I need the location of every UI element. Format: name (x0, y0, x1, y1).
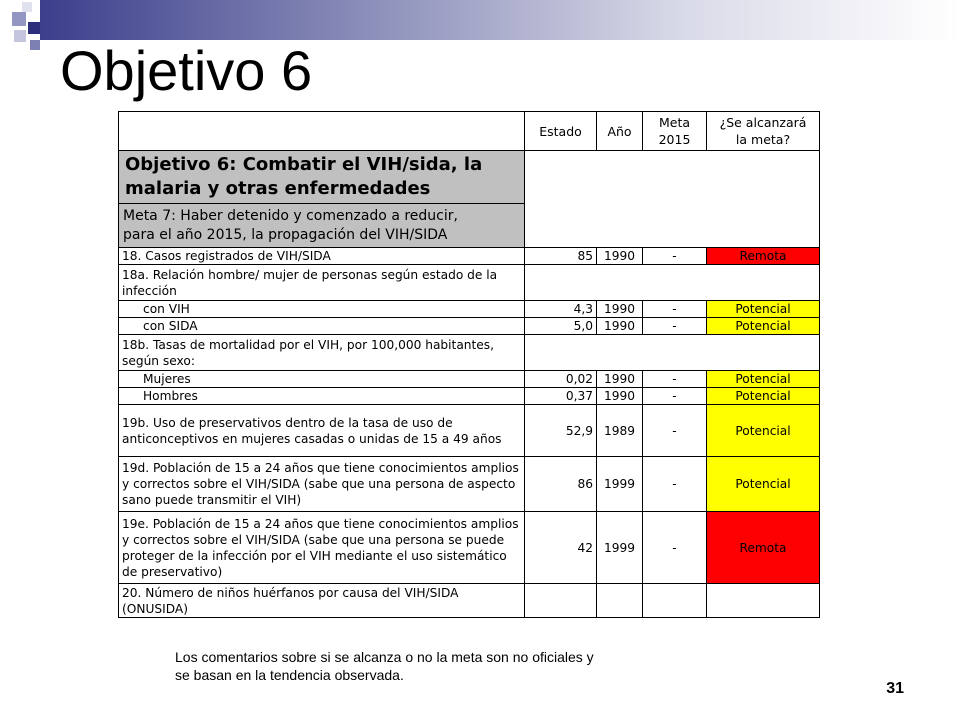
decorative-square (14, 30, 26, 42)
indicator-label: 19b. Uso de preservativos dentro de la tasa de uso de anticonceptivos en mujeres casadas o unidas de 15 a 49 años (119, 405, 525, 457)
estado-value: 86 (525, 457, 597, 512)
estado-value: 0,37 (525, 388, 597, 405)
footnote: Los comentarios sobre si se alcanza o no la meta son no oficiales y se basan en la tendencia observada. (175, 649, 594, 683)
indicator-label: 19e. Población de 15 a 24 años que tiene conocimientos amplios y correctos sobre el VIH/SIDA (sabe que una persona se puede proteger de la infección por el VIH mediante el uso sistemático de preservativo) (119, 512, 525, 584)
indicator-label: Mujeres (119, 371, 525, 388)
objective-line2: malaria y otras enfermedades (125, 178, 431, 199)
meta-line1: Meta 7: Haber detenido y comenzado a reducir, (123, 207, 458, 224)
header-empty-cell (119, 112, 525, 151)
indicator-label: 20. Número de niños huérfanos por causa del VIH/SIDA (ONUSIDA) (119, 584, 525, 618)
estado-value: 4,3 (525, 301, 597, 318)
status-badge: Potencial (707, 318, 820, 335)
header-alcanzara-line1: ¿Se alcanzará (719, 115, 807, 130)
anio-value: 1990 (597, 301, 643, 318)
table-row (119, 335, 820, 371)
header-alcanzara (707, 112, 820, 151)
objective-line1: Objetivo 6: Combatir el VIH/sida, la (125, 154, 483, 175)
meta-line2: para el año 2015, la propagación del VIH/SIDA (123, 226, 448, 243)
indicators-table (118, 111, 820, 618)
anio-value: 1990 (597, 388, 643, 405)
estado-value: 5,0 (525, 318, 597, 335)
anio-value: 1990 (597, 248, 643, 265)
header-estado: Estado (525, 112, 597, 151)
table-row (119, 405, 820, 457)
meta-value: - (643, 512, 707, 584)
meta-value: - (643, 318, 707, 335)
meta-heading (119, 204, 525, 248)
anio-value: 1999 (597, 457, 643, 512)
indicator-label: Hombres (119, 388, 525, 405)
table-row (119, 512, 820, 584)
header-meta-line2: 2015 (658, 132, 691, 147)
status-badge: Remota (707, 248, 820, 265)
header-meta-2015 (643, 112, 707, 151)
objective-empty-cell (525, 151, 820, 248)
decorative-square (28, 22, 40, 34)
empty-cell (643, 584, 707, 618)
estado-value: 52,9 (525, 405, 597, 457)
indicator-label: con VIH (119, 301, 525, 318)
decorative-square (30, 40, 40, 50)
meta-value: - (643, 301, 707, 318)
table-row (119, 248, 820, 265)
slide-title: Objetivo 6 (60, 39, 313, 102)
header-alcanzara-line2: la meta? (735, 132, 791, 147)
empty-values-cell (525, 265, 820, 301)
empty-cell (707, 584, 820, 618)
meta-value: - (643, 457, 707, 512)
indicator-label: con SIDA (119, 318, 525, 335)
table-row (119, 318, 820, 335)
objective-row (119, 151, 820, 204)
estado-value: 0,02 (525, 371, 597, 388)
status-badge: Remota (707, 512, 820, 584)
table-header-row (119, 112, 820, 151)
meta-value: - (643, 388, 707, 405)
meta-value: - (643, 248, 707, 265)
header-meta-line1: Meta (658, 115, 691, 130)
indicator-label: 18. Casos registrados de VIH/SIDA (119, 248, 525, 265)
estado-value: 85 (525, 248, 597, 265)
meta-value: - (643, 371, 707, 388)
table-row (119, 301, 820, 318)
empty-cell (597, 584, 643, 618)
table-row (119, 371, 820, 388)
page-number: 31 (886, 680, 904, 697)
table-row (119, 584, 820, 618)
meta-value: - (643, 405, 707, 457)
table-row (119, 457, 820, 512)
status-badge: Potencial (707, 405, 820, 457)
status-badge: Potencial (707, 388, 820, 405)
empty-cell (525, 584, 597, 618)
table-row (119, 388, 820, 405)
indicator-label: 18b. Tasas de mortalidad por el VIH, por 100,000 habitantes, según sexo: (119, 335, 525, 371)
anio-value: 1989 (597, 405, 643, 457)
empty-values-cell (525, 335, 820, 371)
header-gradient-bar (40, 0, 960, 40)
anio-value: 1990 (597, 318, 643, 335)
indicator-label: 19d. Población de 15 a 24 años que tiene conocimientos amplios y correctos sobre el VIH/SIDA (sabe que una persona de aspecto sano puede transmitir el VIH) (119, 457, 525, 512)
objective-heading (119, 151, 525, 204)
decorative-square (22, 2, 32, 12)
indicator-label: 18a. Relación hombre/ mujer de personas según estado de la infección (119, 265, 525, 301)
status-badge: Potencial (707, 371, 820, 388)
table-row (119, 265, 820, 301)
anio-value: 1990 (597, 371, 643, 388)
status-badge: Potencial (707, 457, 820, 512)
decorative-square (12, 12, 26, 26)
status-badge: Potencial (707, 301, 820, 318)
header-anio: Año (597, 112, 643, 151)
anio-value: 1999 (597, 512, 643, 584)
estado-value: 42 (525, 512, 597, 584)
